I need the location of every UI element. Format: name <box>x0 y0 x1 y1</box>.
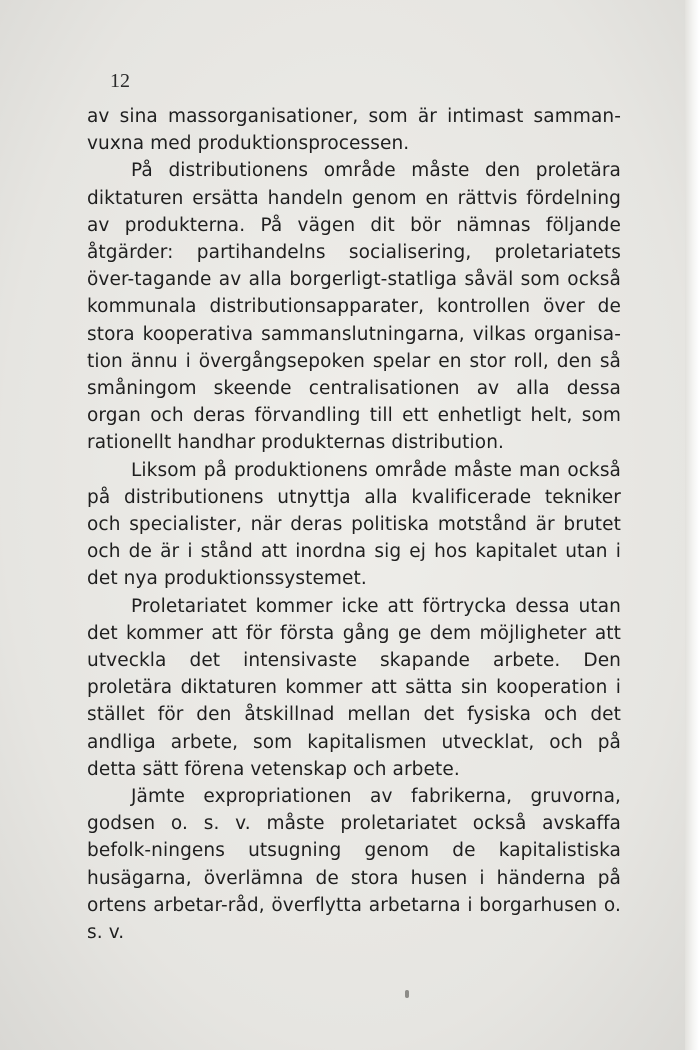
page-number: 12 <box>110 70 130 92</box>
paragraph-4: Proletariatet kommer icke att förtrycka dessa utan det kommer att för första gång ge dem möjligheter att utveckla det intensivaste skapande arbete. Den proletära diktaturen kommer att sätta sin kooperation i stället för den åtskillnad mellan det fysiska och det andliga arbete, som kapitalismen utvecklat, och på detta sätt förena vetenskap och arbete. <box>87 595 621 780</box>
paragraph-1: av sina massorganisationer, som är intimast samman-vuxna med produktionsprocessen. <box>87 106 621 155</box>
paragraph-2: På distributionens område måste den proletära diktaturen ersätta handeln genom en rättvis fördelning av produkterna. På vägen dit bör nämnas följande åtgärder: partihandelns socialisering, proletariatets över-tagande av alla borgerligt-statliga såväl som också kommunala distributionsapparater, kontrollen över de stora kooperativa sammanslutningarna, vilkas organisa-tion ännu i övergångsepoken spelar en stor roll, den så småningom skeende centralisationen av alla dessa organ och deras förvandling till ett enhetligt helt, som rationellt handhar produkternas distribution. <box>87 160 621 454</box>
paragraph-5: Jämte expropriationen av fabrikerna, gruvorna, godsen o. s. v. måste proletariatet också avskaffa befolk-ningens utsugning genom de kapitalistiska husägarna, överlämna de stora husen i händerna på ortens arbetar-råd, överflytta arbetarna i borgarhusen o. s. v. <box>87 786 621 944</box>
paragraph-3: Liksom på produktionens område måste man också på distributionens utnyttja alla kvalificerade tekniker och specialister, när deras politiska motstånd är brutet och de är i stånd att inordna sig ej hos kapitalet utan i det nya produktionssystemet. <box>87 459 621 590</box>
page-edge <box>685 0 699 1050</box>
body-text <box>87 103 621 946</box>
paper-speck <box>405 990 409 998</box>
